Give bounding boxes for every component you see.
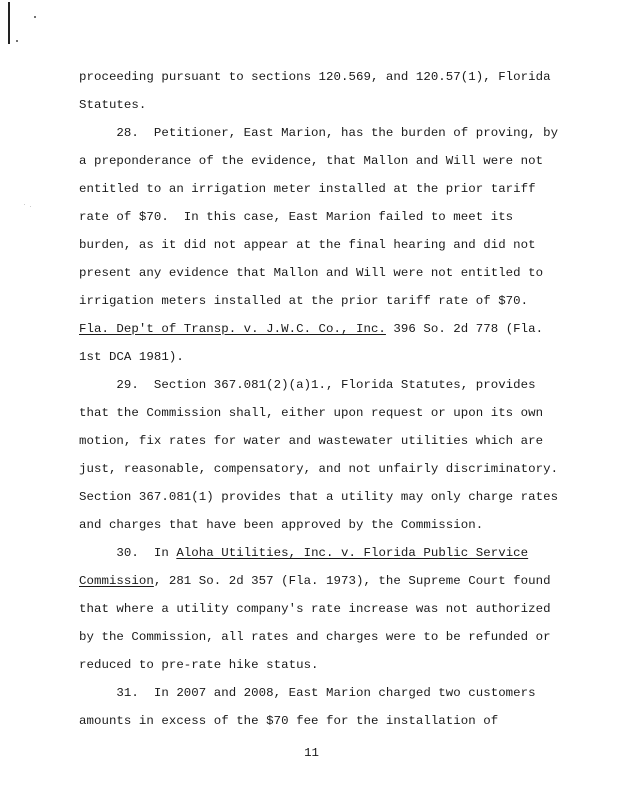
text-line: entitled to an irrigation meter installed at the prior tariff — [79, 182, 536, 196]
paragraph-30-start — [79, 545, 528, 561]
text-line: 1st DCA 1981). — [79, 350, 184, 364]
paragraph-number: 30. In — [79, 546, 177, 560]
text-line: rate of $70. In this case, East Marion failed to meet its — [79, 210, 514, 224]
text-line: that where a utility company's rate increase was not authorized — [79, 602, 551, 616]
citation-reporter: 396 So. 2d 778 (Fla. — [385, 322, 544, 336]
scan-artifact-dot — [16, 40, 18, 42]
text-line: burden, as it did not appear at the final hearing and did not — [79, 238, 536, 252]
citation-reporter: , 281 So. 2d 357 (Fla. 1973), the Supreme Court found — [153, 574, 551, 588]
paragraph-29-start: 29. Section 367.081(2)(a)1., Florida Statutes, provides — [79, 378, 536, 392]
paragraph-31-start: 31. In 2007 and 2008, East Marion charged two customers — [79, 686, 536, 700]
paragraph-28-start: 28. Petitioner, East Marion, has the burden of proving, by — [79, 126, 559, 140]
text-line: irrigation meters installed at the prior tariff rate of $70. — [79, 294, 529, 308]
text-line: that the Commission shall, either upon request or upon its own — [79, 406, 544, 420]
scan-artifact-bar — [8, 2, 10, 44]
text-line: by the Commission, all rates and charges were to be refunded or — [79, 630, 551, 644]
text-line: motion, fix rates for water and wastewater utilities which are — [79, 434, 544, 448]
text-line: a preponderance of the evidence, that Mallon and Will were not — [79, 154, 544, 168]
text-line: proceeding pursuant to sections 120.569, and 120.57(1), Florida — [79, 70, 551, 84]
scan-artifact-dot — [30, 206, 31, 207]
text-line — [79, 573, 551, 589]
scan-artifact-dot — [34, 16, 36, 18]
text-line: and charges that have been approved by the Commission. — [79, 518, 484, 532]
text-line — [79, 321, 543, 337]
text-line: Statutes. — [79, 98, 147, 112]
text-line: Section 367.081(1) provides that a utility may only charge rates — [79, 490, 559, 504]
scan-artifact-dot — [24, 204, 25, 205]
text-line: amounts in excess of the $70 fee for the installation of — [79, 714, 499, 728]
page-number: 11 — [304, 746, 319, 760]
text-line: reduced to pre-rate hike status. — [79, 658, 319, 672]
text-line: present any evidence that Mallon and Will were not entitled to — [79, 266, 544, 280]
case-citation: Aloha Utilities, Inc. v. Florida Public Service — [176, 546, 529, 560]
text-line: just, reasonable, compensatory, and not unfairly discriminatory. — [79, 462, 559, 476]
case-citation: Fla. Dep't of Transp. v. J.W.C. Co., Inc. — [79, 322, 386, 336]
case-citation: Commission — [79, 574, 154, 588]
